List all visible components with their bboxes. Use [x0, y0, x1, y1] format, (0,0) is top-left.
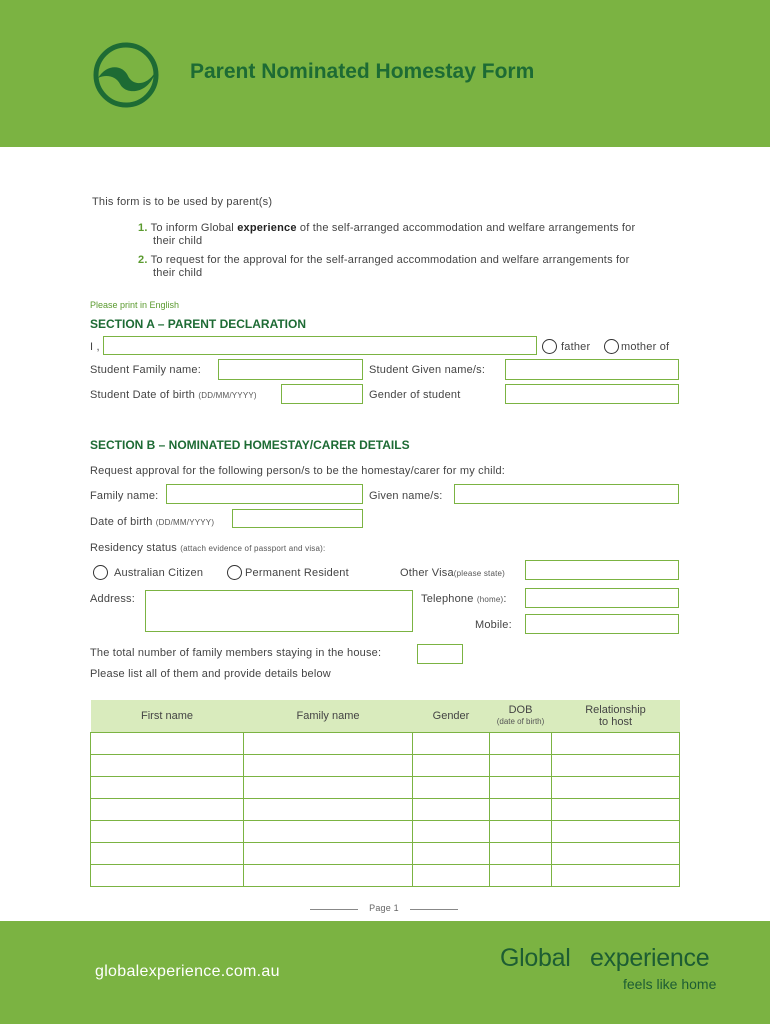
- table-cell[interactable]: [552, 733, 680, 755]
- first-name-header: First name: [91, 700, 244, 733]
- address-input[interactable]: [145, 590, 413, 632]
- other-visa-input[interactable]: [525, 560, 679, 580]
- table-cell[interactable]: [413, 733, 490, 755]
- intro-item-1-pre: To inform Global: [150, 222, 238, 234]
- table-cell[interactable]: [413, 843, 490, 865]
- telephone-label: [421, 593, 507, 605]
- request-approval-text: Request approval for the following person/s to be the homestay/carer for my child:: [90, 465, 506, 477]
- mother-label: mother of: [621, 341, 670, 353]
- page-divider-right: [410, 909, 458, 910]
- table-cell[interactable]: [91, 755, 244, 777]
- table-cell[interactable]: [413, 799, 490, 821]
- other-visa-text: Other Visa: [400, 567, 454, 579]
- table-cell[interactable]: [490, 843, 552, 865]
- global-experience-logo-icon: [90, 42, 162, 108]
- table-row: [91, 821, 680, 843]
- page-number: [310, 902, 458, 916]
- relationship-header-line2: to host: [598, 716, 633, 728]
- intro-item-2-line1: To request for the approval for the self-arranged accommodation and welfare arrangements for: [150, 254, 630, 266]
- table-cell[interactable]: [490, 733, 552, 755]
- intro-text: This form is to be used by parent(s): [92, 196, 273, 208]
- brand-experience: experience: [590, 944, 710, 972]
- table-cell[interactable]: [91, 777, 244, 799]
- form-title: Parent Nominated Homestay Form: [190, 60, 535, 83]
- table-row: [91, 799, 680, 821]
- table-cell[interactable]: [244, 843, 413, 865]
- address-label: Address:: [90, 593, 136, 605]
- intro-item-2: [138, 254, 629, 266]
- table-cell[interactable]: [552, 777, 680, 799]
- student-given-names-input[interactable]: [505, 359, 679, 380]
- website-url[interactable]: globalexperience.com.au: [95, 963, 280, 980]
- table-cell[interactable]: [552, 865, 680, 887]
- family-members-table: [90, 700, 680, 887]
- table-cell[interactable]: [244, 733, 413, 755]
- section-a-title: SECTION A – PARENT DECLARATION: [90, 317, 307, 331]
- table-cell[interactable]: [490, 755, 552, 777]
- family-name-label: Family name:: [90, 490, 159, 502]
- residency-label: [90, 542, 325, 554]
- student-dob-input[interactable]: [281, 384, 363, 404]
- table-cell[interactable]: [490, 799, 552, 821]
- family-name-input[interactable]: [166, 484, 363, 504]
- table-cell[interactable]: [91, 733, 244, 755]
- australian-citizen-label: Australian Citizen: [114, 567, 204, 579]
- table-cell[interactable]: [490, 821, 552, 843]
- table-cell[interactable]: [91, 799, 244, 821]
- relationship-header-line1: Relationship: [585, 704, 646, 716]
- intro-item-1: [138, 222, 635, 234]
- student-family-name-label: Student Family name:: [90, 364, 201, 376]
- intro-item-2-line2: their child: [153, 267, 203, 279]
- table-cell[interactable]: [413, 755, 490, 777]
- brand-global: Global: [500, 944, 571, 972]
- table-cell[interactable]: [490, 865, 552, 887]
- dob-input[interactable]: [232, 509, 363, 528]
- given-names-input[interactable]: [454, 484, 679, 504]
- other-visa-label: [400, 567, 505, 579]
- relationship-header: [552, 700, 680, 733]
- student-given-names-label: Student Given name/s:: [369, 364, 486, 376]
- residency-text: Residency status: [90, 542, 177, 554]
- table-row: [91, 755, 680, 777]
- table-cell[interactable]: [91, 843, 244, 865]
- student-dob-format: (DD/MM/YYYY): [198, 391, 257, 400]
- total-members-input[interactable]: [417, 644, 463, 664]
- table-cell[interactable]: [552, 755, 680, 777]
- table-cell[interactable]: [552, 799, 680, 821]
- table-cell[interactable]: [552, 821, 680, 843]
- father-radio[interactable]: [542, 339, 557, 354]
- student-dob-text: Student Date of birth: [90, 389, 196, 401]
- table-row: [91, 777, 680, 799]
- telephone-colon: :: [503, 593, 507, 605]
- dob-label: [90, 516, 214, 528]
- table-cell[interactable]: [413, 865, 490, 887]
- brand-tagline: feels like home: [623, 976, 717, 992]
- residency-note: (attach evidence of passport and visa):: [180, 544, 326, 553]
- dob-text: Date of birth: [90, 516, 153, 528]
- dob-header-text: DOB: [508, 704, 533, 716]
- table-cell[interactable]: [244, 755, 413, 777]
- table-cell[interactable]: [552, 843, 680, 865]
- table-cell[interactable]: [244, 865, 413, 887]
- given-names-label: Given name/s:: [369, 490, 443, 502]
- table-row: [91, 865, 680, 887]
- print-english-note: Please print in English: [90, 300, 180, 310]
- intro-item-2-number: 2.: [138, 254, 148, 266]
- telephone-input[interactable]: [525, 588, 679, 608]
- table-cell[interactable]: [244, 777, 413, 799]
- dob-format: (DD/MM/YYYY): [155, 518, 215, 527]
- student-gender-input[interactable]: [505, 384, 679, 404]
- mobile-label: Mobile:: [475, 619, 512, 631]
- student-dob-label: [90, 389, 257, 401]
- gender-header: Gender: [413, 700, 490, 733]
- table-row: [91, 733, 680, 755]
- table-cell[interactable]: [490, 777, 552, 799]
- intro-item-1-line2: their child: [153, 235, 203, 247]
- section-b-title: SECTION B – NOMINATED HOMESTAY/CARER DETAILS: [90, 438, 410, 452]
- table-cell[interactable]: [91, 865, 244, 887]
- table-header-row: [91, 700, 680, 733]
- table-cell[interactable]: [244, 821, 413, 843]
- student-family-name-input[interactable]: [218, 359, 363, 380]
- father-label: father: [561, 341, 591, 353]
- dob-header: [490, 700, 552, 733]
- intro-item-1-bold: experience: [237, 222, 297, 234]
- intro-item-1-number: 1.: [138, 222, 148, 234]
- other-visa-note: (please state): [453, 569, 506, 578]
- australian-citizen-radio[interactable]: [93, 565, 108, 580]
- family-name-header: Family name: [244, 700, 413, 733]
- table-cell[interactable]: [413, 777, 490, 799]
- list-prompt: Please list all of them and provide details below: [90, 668, 331, 680]
- intro-item-1-post: of the self-arranged accommodation and welfare arrangements for: [296, 222, 636, 234]
- table-cell[interactable]: [244, 799, 413, 821]
- student-gender-label: Gender of student: [369, 389, 461, 401]
- table-cell[interactable]: [91, 821, 244, 843]
- parent-name-input[interactable]: [103, 336, 537, 355]
- dob-header-note: (date of birth): [496, 717, 545, 726]
- table-cell[interactable]: [413, 821, 490, 843]
- permanent-resident-label: Permanent Resident: [245, 567, 349, 579]
- mother-radio[interactable]: [604, 339, 619, 354]
- table-row: [91, 843, 680, 865]
- i-label: I ,: [90, 341, 100, 353]
- mobile-input[interactable]: [525, 614, 679, 634]
- permanent-resident-radio[interactable]: [227, 565, 242, 580]
- telephone-text: Telephone: [421, 593, 474, 605]
- telephone-note: (home): [476, 595, 504, 604]
- page-label: Page 1: [369, 903, 399, 913]
- total-members-label: The total number of family members staying in the house:: [90, 647, 382, 659]
